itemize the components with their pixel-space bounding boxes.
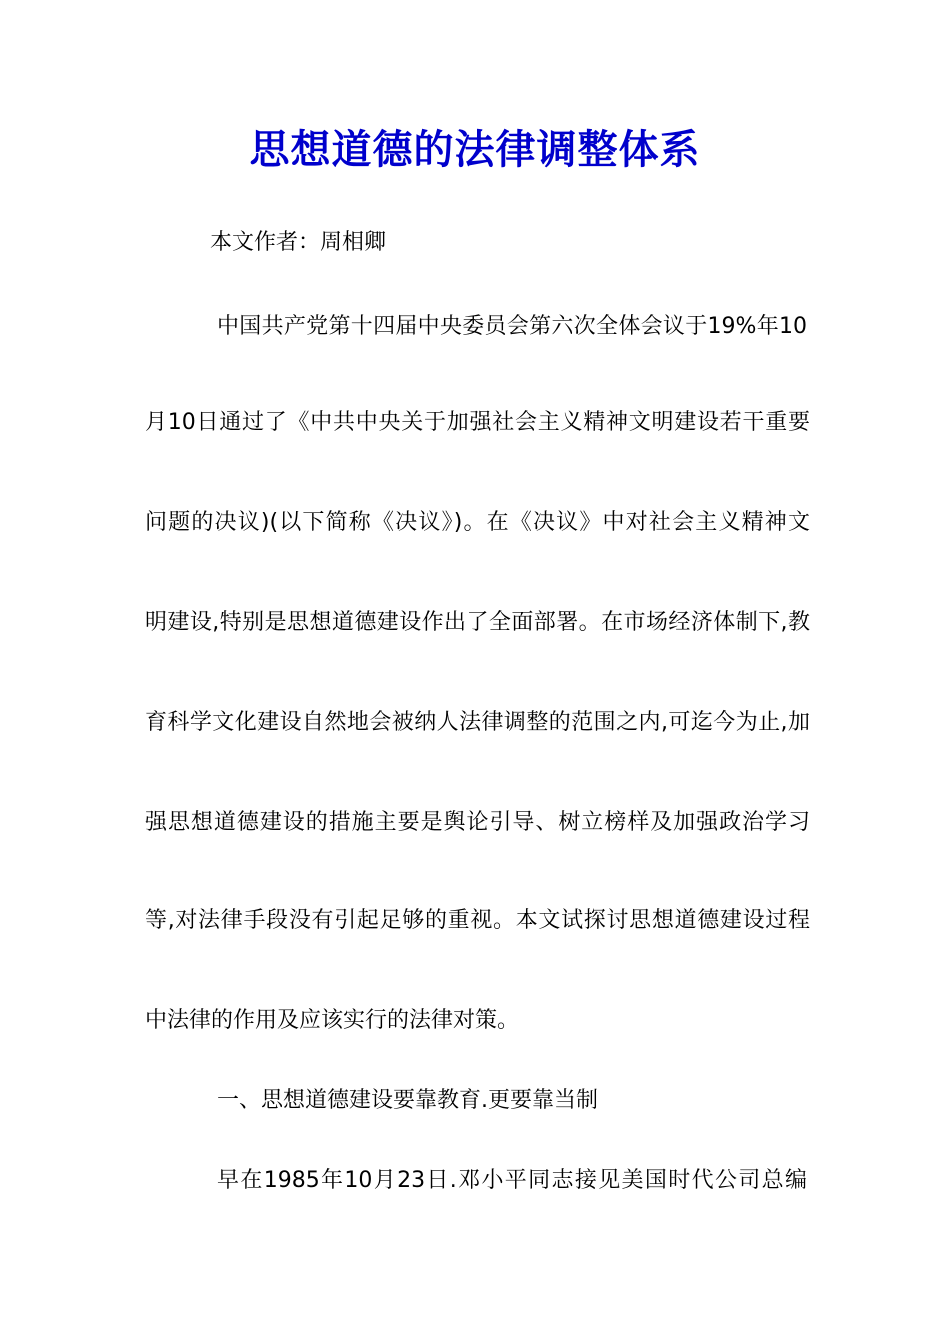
paragraph-line: 强思想道德建设的措施主要是舆论引导、树立榜样及加强政治学习 — [145, 810, 810, 835]
paragraph-line: 早在1985年10月23日.邓小平同志接见美国时代公司总编 — [217, 1168, 807, 1193]
paragraph-line: 明建设,特别是思想道德建设作出了全面部署。在市场经济体制下,教 — [145, 610, 810, 635]
paragraph-line: 等,对法律手段没有引起足够的重视。本文试探讨思想道德建设过程 — [145, 908, 810, 933]
paragraph-line: 中国共产党第十四届中央委员会第六次全体会议于19%年10 — [217, 314, 807, 339]
section-heading: 一、思想道德建设要靠教育.更要靠当制 — [217, 1088, 598, 1113]
author-line: 本文作者：周相卿 — [210, 230, 387, 255]
paragraph-line: 问题的决议)(以下简称《决议》)。在《决议》中对社会主义精神文 — [145, 510, 810, 535]
paragraph-line: 中法律的作用及应该实行的法律对策。 — [145, 1008, 520, 1033]
paragraph-line: 育科学文化建设自然地会被纳人法律调整的范围之内,可迄今为止,加 — [145, 710, 810, 735]
paragraph-line: 月10日通过了《中共中央关于加强社会主义精神文明建设若干重要 — [145, 410, 810, 435]
document-title: 思想道德的法律调整体系 — [249, 126, 701, 173]
